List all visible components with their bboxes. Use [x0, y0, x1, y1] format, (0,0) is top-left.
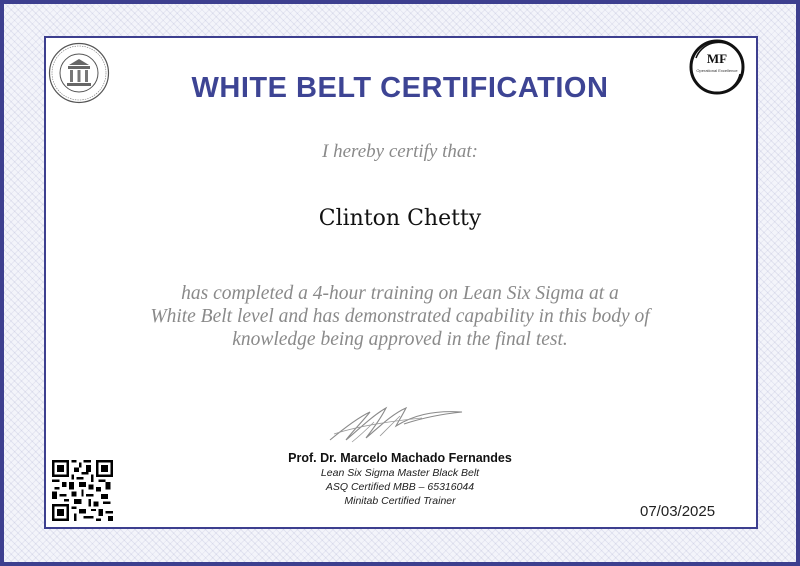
logo-initials: MF: [706, 51, 728, 66]
signer-name: Prof. Dr. Marcelo Machado Fernandes: [288, 451, 512, 465]
logo-subtitle: Operational Excellence: [696, 68, 738, 73]
recipient-name: Clinton Chetty: [318, 206, 482, 231]
body-line: has completed a 4-hour training on Lean Six Sigma at a: [181, 283, 619, 304]
signature-image: [322, 400, 472, 446]
certificate-title: WHITE BELT CERTIFICATION: [191, 72, 609, 104]
body-line: knowledge being approved in the final test.: [232, 329, 568, 350]
signer-credential: Lean Six Sigma Master Black Belt: [320, 467, 480, 479]
signer-block: [0, 450, 800, 508]
certificate-body: [130, 282, 670, 351]
certificate-date: 07/03/2025: [640, 503, 716, 520]
signer-credential: ASQ Certified MBB – 65316044: [325, 481, 475, 493]
qr-code-icon[interactable]: [52, 460, 113, 521]
certify-text: I hereby certify that:: [322, 141, 478, 162]
signer-credential: Minitab Certified Trainer: [344, 495, 456, 507]
body-line: White Belt level and has demonstrated capability in this body of: [150, 306, 650, 327]
